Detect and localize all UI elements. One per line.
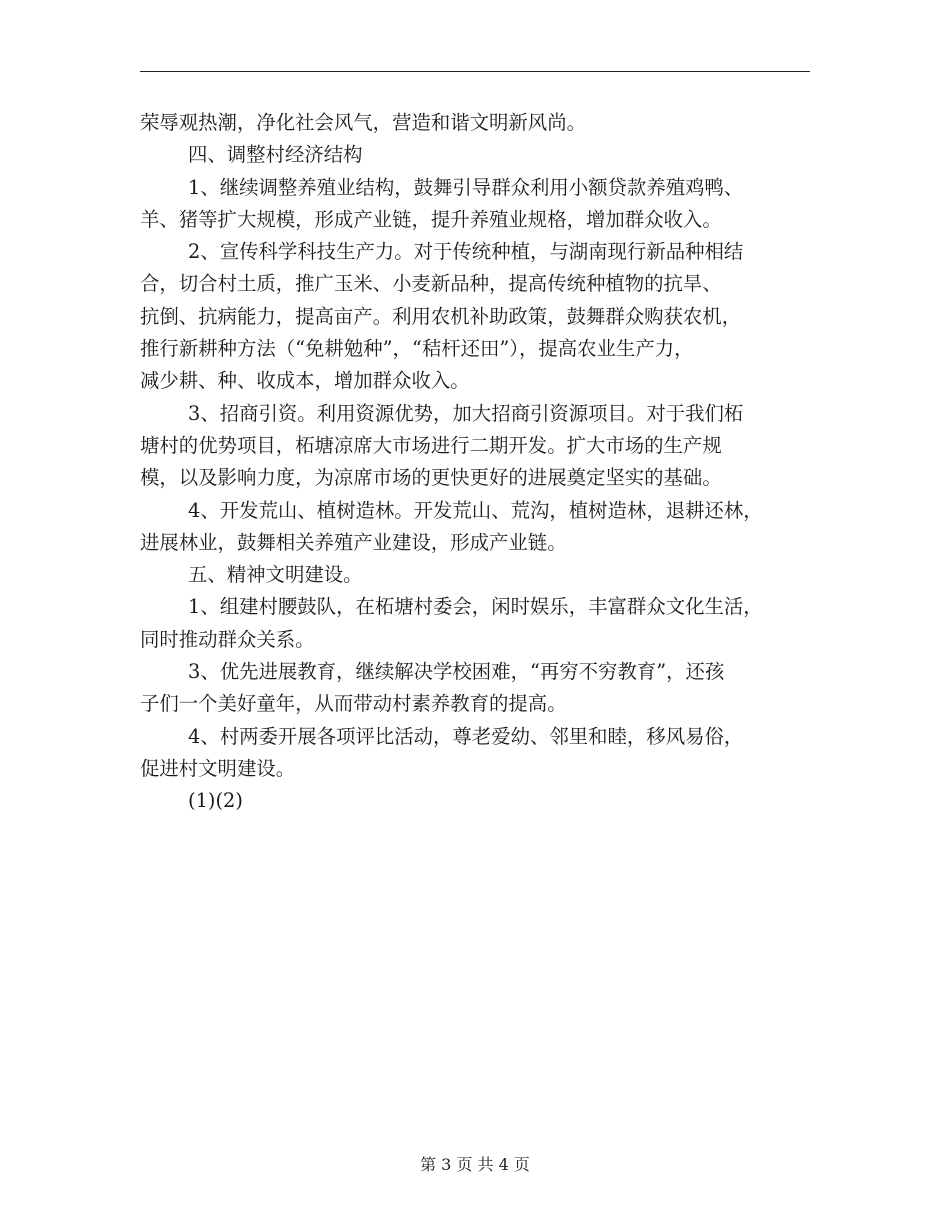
- text-line: 子们一个美好童年，从而带动村素养教育的提高。: [140, 692, 567, 716]
- text-line: 4、村两委开展各项评比活动，尊老爱幼、邻里和睦，移风易俗，: [188, 724, 744, 748]
- header-rule: [140, 71, 810, 72]
- document-body: [140, 107, 820, 818]
- text-line: 荣辱观热潮，净化社会风气，营造和谐文明新风尚。: [140, 111, 586, 134]
- text-line: 五、精神文明建设。: [188, 563, 363, 587]
- text-line: 同时推动群众关系。: [140, 627, 315, 651]
- text-line: 1、组建村腰鼓队，在柘塘村委会，闲时娱乐，丰富群众文化生活，: [188, 595, 763, 619]
- text-line: 3、优先进展教育，继续解决学校困难，“再穷不穷教育”，还孩: [188, 660, 725, 684]
- text-line: 进展林业，鼓舞相关养殖产业建设，形成产业链。: [140, 530, 567, 554]
- text-line: (1)(2): [188, 789, 243, 813]
- page-footer: 第 3 页 共 4 页: [420, 1155, 530, 1174]
- text-line: 4、开发荒山、植树造林。开发荒山、荒沟，植树造林，退耕还林，: [188, 498, 763, 522]
- text-line: 推行新耕种方法（“免耕勉种”，“秸杆还田”），提高农业生产力，: [140, 337, 694, 361]
- text-line: 2、宣传科学科技生产力。对于传统种植，与湖南现行新品种相结: [188, 240, 744, 264]
- text-line: 抗倒、抗病能力，提高亩产。利用农机补助政策，鼓舞群众购获农机，: [140, 304, 742, 328]
- text-line: 模，以及影响力度，为凉席市场的更快更好的进展奠定坚实的基础。: [140, 466, 722, 490]
- text-line: 1、继续调整养殖业结构，鼓舞引导群众利用小额贷款养殖鸡鸭、: [188, 175, 744, 199]
- text-line: 四、调整村经济结构: [188, 143, 363, 167]
- text-line: 合，切合村土质，推广玉米、小麦新品种，提高传统种植物的抗旱、: [140, 272, 722, 296]
- text-line: 减少耕、种、收成本，增加群众收入。: [140, 369, 470, 393]
- text-line: 促进村文明建设。: [140, 756, 296, 780]
- text-line: 羊、猪等扩大规模，形成产业链，提升养殖业规格，增加群众收入。: [140, 207, 722, 231]
- text-line: 3、招商引资。利用资源优势，加大招商引资源项目。对于我们柘: [188, 401, 744, 425]
- text-line: 塘村的优势项目，柘塘凉席大市场进行二期开发。扩大市场的生产规: [140, 433, 722, 457]
